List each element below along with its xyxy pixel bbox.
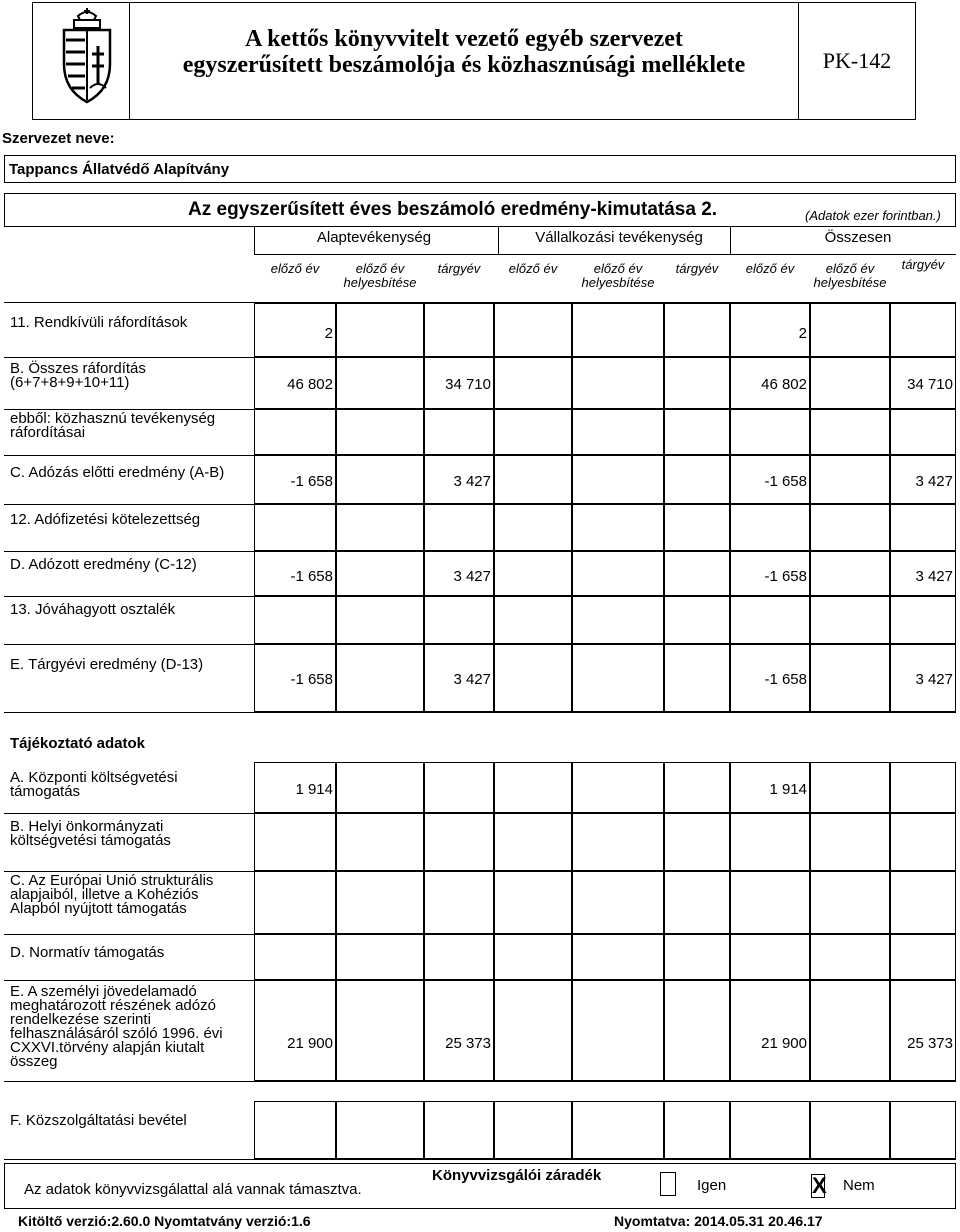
- result-value-cell[interactable]: [572, 357, 664, 409]
- result-row-label: [10, 466, 250, 480]
- info-value: 21 900: [287, 1035, 333, 1052]
- result-value-cell[interactable]: [424, 504, 494, 551]
- form-title: [130, 26, 798, 78]
- result-row-label-line: ebből: közhasznú tevékenység: [10, 410, 216, 427]
- audit-yes-label: Igen: [697, 1177, 727, 1194]
- column-header: [572, 262, 664, 290]
- result-row-label-line: 13. Jóváhagyott osztalék: [10, 601, 176, 618]
- info-row-rule: [4, 1159, 956, 1160]
- info-row-rule: [4, 1081, 956, 1082]
- info-value-cell[interactable]: [336, 762, 424, 813]
- info-value-cell[interactable]: [254, 934, 336, 980]
- result-value: -1 658: [764, 568, 807, 585]
- info-row-label-line: E. A személyi jövedelamadó: [10, 983, 197, 1000]
- group-divider-2: [498, 227, 499, 255]
- info-value-cell[interactable]: [572, 980, 664, 1081]
- info-value-cell[interactable]: [572, 762, 664, 813]
- result-value: -1 658: [764, 671, 807, 688]
- footer-version: Kitöltő verzió:2.60.0 Nyomtatvány verzió:1.6: [18, 1213, 311, 1229]
- info-value-cell[interactable]: [730, 871, 810, 934]
- info-value-cell[interactable]: [336, 871, 424, 934]
- info-value-cell[interactable]: [890, 813, 956, 871]
- result-value-cell[interactable]: [664, 303, 730, 357]
- result-value-cell[interactable]: [494, 409, 572, 455]
- info-value-cell[interactable]: [254, 1101, 336, 1159]
- result-value-cell[interactable]: [664, 644, 730, 712]
- column-header-line: előző év: [593, 261, 643, 276]
- column-header-line: előző év: [355, 261, 405, 276]
- result-value-cell[interactable]: [336, 644, 424, 712]
- result-value-cell[interactable]: [336, 409, 424, 455]
- result-row-label: [10, 658, 250, 672]
- result-value-cell[interactable]: [254, 596, 336, 644]
- info-row-label-line: támogatás: [10, 783, 81, 800]
- form-title-line1: A kettős könyvvitelt vezető egyéb szervezet: [245, 26, 683, 52]
- org-label: Szervezet neve:: [2, 130, 115, 147]
- result-value: -1 658: [290, 671, 333, 688]
- result-row-label: [10, 362, 250, 390]
- result-value: 46 802: [287, 376, 333, 393]
- info-row-label-line: költségvetési támogatás: [10, 832, 171, 849]
- result-value: -1 658: [764, 473, 807, 490]
- info-value-cell[interactable]: [424, 980, 494, 1081]
- result-row-label-line: B. Összes ráfordítás: [10, 360, 146, 377]
- result-value-cell[interactable]: [810, 644, 890, 712]
- result-value: 3 427: [915, 473, 953, 490]
- result-value-cell[interactable]: [494, 644, 572, 712]
- result-value: 3 427: [453, 568, 491, 585]
- info-value-cell[interactable]: [494, 1101, 572, 1159]
- info-value-cell[interactable]: [494, 934, 572, 980]
- result-value-cell[interactable]: [572, 409, 664, 455]
- result-value: 3 427: [915, 568, 953, 585]
- column-header: előző év: [745, 261, 795, 276]
- result-value-cell[interactable]: [810, 409, 890, 455]
- column-header-line: helyesbítése: [813, 275, 887, 290]
- audit-no-label: Nem: [843, 1177, 875, 1194]
- info-value-cell[interactable]: [664, 871, 730, 934]
- info-value-cell[interactable]: [254, 813, 336, 871]
- info-value-cell[interactable]: [810, 934, 890, 980]
- info-row-label: [10, 946, 250, 960]
- info-row-label: [10, 985, 250, 1069]
- info-value-cell[interactable]: [730, 980, 810, 1081]
- result-value-cell[interactable]: [664, 596, 730, 644]
- result-row-label-line: 11. Rendkívüli ráfordítások: [10, 314, 188, 331]
- info-row-label-line: B. Helyi önkormányzati: [10, 818, 164, 835]
- result-value-cell[interactable]: [336, 596, 424, 644]
- info-row-label-line: F. Közszolgáltatási bevétel: [10, 1112, 187, 1129]
- column-header: előző év: [508, 261, 558, 276]
- result-value-cell[interactable]: [494, 303, 572, 357]
- info-value-cell[interactable]: [424, 813, 494, 871]
- column-header: tárgyév: [437, 261, 481, 276]
- result-value: 34 710: [445, 376, 491, 393]
- result-value-cell[interactable]: [494, 455, 572, 504]
- result-value-cell[interactable]: [890, 504, 956, 551]
- info-title: Tájékoztató adatok: [10, 735, 146, 752]
- section-title: Az egyszerűsített éves beszámoló eredmény-kimutatása 2.: [188, 199, 718, 220]
- info-value-cell[interactable]: [494, 980, 572, 1081]
- result-value-cell[interactable]: [810, 357, 890, 409]
- info-row-label: [10, 1114, 250, 1128]
- result-row-label-line: E. Tárgyévi eredmény (D-13): [10, 656, 204, 673]
- form-title-line2: egyszerűsített beszámolója és közhasznúsági melléklete: [182, 52, 746, 78]
- info-row-label-line: CXXVI.törvény alapján kiutalt: [10, 1039, 205, 1056]
- result-value: -1 658: [290, 473, 333, 490]
- group-divider-3: [730, 227, 731, 255]
- result-value-cell[interactable]: [664, 455, 730, 504]
- result-value-cell[interactable]: [810, 596, 890, 644]
- result-value-cell[interactable]: [810, 303, 890, 357]
- info-row-label: [10, 771, 250, 799]
- info-value-cell[interactable]: [890, 762, 956, 813]
- result-value-cell[interactable]: [494, 551, 572, 596]
- result-row-label: [10, 513, 250, 527]
- info-value-cell[interactable]: [730, 813, 810, 871]
- result-value-cell[interactable]: [572, 644, 664, 712]
- result-value-cell[interactable]: [730, 409, 810, 455]
- info-value-cell[interactable]: [890, 980, 956, 1081]
- info-value-cell[interactable]: [730, 934, 810, 980]
- result-value-cell[interactable]: [254, 409, 336, 455]
- audit-yes-checkbox[interactable]: [660, 1172, 676, 1196]
- info-value-cell[interactable]: [336, 813, 424, 871]
- info-value: 1 914: [769, 781, 807, 798]
- info-value-cell[interactable]: [572, 934, 664, 980]
- info-row-label: [10, 820, 250, 848]
- result-value: 2: [798, 325, 807, 342]
- org-name: Tappancs Állatvédő Alapítvány: [9, 161, 230, 178]
- info-value: 25 373: [445, 1035, 491, 1052]
- column-header: tárgyév: [675, 261, 719, 276]
- info-value-cell[interactable]: [572, 871, 664, 934]
- info-value-cell[interactable]: [664, 1101, 730, 1159]
- result-value-cell[interactable]: [890, 303, 956, 357]
- info-row-label-line: meghatározott részének adózó: [10, 997, 216, 1014]
- result-value: 3 427: [453, 671, 491, 688]
- result-value-cell[interactable]: [664, 504, 730, 551]
- result-value-cell[interactable]: [810, 551, 890, 596]
- info-value-cell[interactable]: [494, 762, 572, 813]
- info-value: 21 900: [761, 1035, 807, 1052]
- info-value-cell[interactable]: [810, 762, 890, 813]
- result-value-cell[interactable]: [890, 409, 956, 455]
- result-value-cell[interactable]: [572, 504, 664, 551]
- info-value-cell[interactable]: [424, 934, 494, 980]
- column-header: [810, 262, 890, 290]
- info-row-label-line: összeg: [10, 1053, 58, 1070]
- result-value-cell[interactable]: [890, 596, 956, 644]
- column-header: [336, 262, 424, 290]
- info-row-label-line: alapjaiból, illetve a Kohéziós: [10, 886, 199, 903]
- result-value-cell[interactable]: [810, 455, 890, 504]
- info-value-cell[interactable]: [254, 871, 336, 934]
- group-header-business: Vállalkozási tevékenység: [535, 229, 703, 246]
- audit-no-mark: X: [812, 1173, 827, 1198]
- info-value-cell[interactable]: [730, 1101, 810, 1159]
- audit-title: Könyvvizsgálói záradék: [432, 1167, 602, 1184]
- form-code: PK-142: [822, 48, 892, 73]
- result-value: 3 427: [453, 473, 491, 490]
- result-row-label: [10, 412, 250, 440]
- result-row-label-line: (6+7+8+9+10+11): [10, 374, 130, 391]
- result-value-cell[interactable]: [336, 357, 424, 409]
- info-value-cell[interactable]: [424, 1101, 494, 1159]
- coat-of-arms-icon: [56, 6, 118, 106]
- info-row-label-line: A. Központi költségvetési: [10, 769, 178, 786]
- info-row-label: [10, 874, 250, 916]
- result-value-cell[interactable]: [664, 409, 730, 455]
- info-value-cell[interactable]: [664, 934, 730, 980]
- info-value-cell[interactable]: [810, 1101, 890, 1159]
- result-value-cell[interactable]: [254, 504, 336, 551]
- info-value-cell[interactable]: [810, 813, 890, 871]
- footer-printed: Nyomtatva: 2014.05.31 20.46.17: [614, 1213, 823, 1229]
- info-value-cell[interactable]: [890, 871, 956, 934]
- column-header: előző év: [270, 261, 320, 276]
- info-value-cell[interactable]: [424, 871, 494, 934]
- column-header: tárgyév: [901, 257, 945, 272]
- info-value-cell[interactable]: [890, 1101, 956, 1159]
- info-value-cell[interactable]: [664, 980, 730, 1081]
- result-row-label-line: D. Adózott eredmény (C-12): [10, 556, 197, 573]
- info-value-cell[interactable]: [810, 871, 890, 934]
- result-row-label: [10, 603, 250, 617]
- info-row-label-line: C. Az Európai Unió strukturális: [10, 872, 214, 889]
- info-value-cell[interactable]: [572, 813, 664, 871]
- result-row-label: [10, 316, 250, 330]
- result-value: 2: [324, 325, 333, 342]
- info-value-cell[interactable]: [664, 813, 730, 871]
- result-value-cell[interactable]: [336, 551, 424, 596]
- result-value-cell[interactable]: [336, 303, 424, 357]
- result-value-cell[interactable]: [336, 455, 424, 504]
- result-value: 34 710: [907, 376, 953, 393]
- info-value-cell[interactable]: [336, 934, 424, 980]
- result-row-label: [10, 558, 250, 572]
- result-value-cell[interactable]: [572, 455, 664, 504]
- result-value-cell[interactable]: [572, 596, 664, 644]
- info-value-cell[interactable]: [494, 871, 572, 934]
- result-value-cell[interactable]: [572, 551, 664, 596]
- result-value-cell[interactable]: [572, 303, 664, 357]
- result-value-cell[interactable]: [424, 303, 494, 357]
- result-value-cell[interactable]: [664, 551, 730, 596]
- info-row-label-line: D. Normatív támogatás: [10, 944, 165, 961]
- group-header-rule: [254, 254, 956, 255]
- info-top-rule: [4, 712, 956, 713]
- result-row-label-line: ráfordításai: [10, 424, 86, 441]
- column-header-line: előző év: [825, 261, 875, 276]
- info-value-cell[interactable]: [890, 934, 956, 980]
- audit-text: Az adatok könyvvizsgálattal alá vannak támasztva.: [24, 1181, 362, 1198]
- info-value: 25 373: [907, 1035, 953, 1052]
- info-value-cell[interactable]: [424, 762, 494, 813]
- group-divider-1: [254, 227, 255, 255]
- info-value-cell[interactable]: [664, 762, 730, 813]
- result-value-cell[interactable]: [494, 357, 572, 409]
- result-value: 46 802: [761, 376, 807, 393]
- info-row-label-line: rendelkezése szerinti: [10, 1011, 151, 1028]
- column-header-line: helyesbítése: [343, 275, 417, 290]
- info-row-label-line: Alapból nyújtott támogatás: [10, 900, 187, 917]
- result-value-cell[interactable]: [730, 504, 810, 551]
- unit-note: (Adatok ezer forintban.): [805, 208, 941, 223]
- result-value-cell[interactable]: [424, 596, 494, 644]
- info-value-cell[interactable]: [494, 813, 572, 871]
- info-value-cell[interactable]: [810, 980, 890, 1081]
- result-value-cell[interactable]: [494, 504, 572, 551]
- column-header-line: helyesbítése: [581, 275, 655, 290]
- result-value: 3 427: [915, 671, 953, 688]
- info-row-label-line: felhasználásáról szóló 1996. évi: [10, 1025, 223, 1042]
- result-value-cell[interactable]: [494, 596, 572, 644]
- info-value-cell[interactable]: [254, 980, 336, 1081]
- info-value-cell[interactable]: [572, 1101, 664, 1159]
- group-header-total: Összesen: [824, 229, 892, 246]
- result-row-label-line: 12. Adófizetési kötelezettség: [10, 511, 201, 528]
- info-value-cell[interactable]: [336, 1101, 424, 1159]
- result-value-cell[interactable]: [730, 596, 810, 644]
- result-value-cell[interactable]: [336, 504, 424, 551]
- info-value: 1 914: [295, 781, 333, 798]
- result-row-label-line: C. Adózás előtti eredmény (A-B): [10, 464, 225, 481]
- info-value-cell[interactable]: [336, 980, 424, 1081]
- result-value-cell[interactable]: [810, 504, 890, 551]
- group-header-base: Alaptevékenység: [316, 229, 432, 246]
- result-value-cell[interactable]: [424, 409, 494, 455]
- result-value: -1 658: [290, 568, 333, 585]
- result-value-cell[interactable]: [664, 357, 730, 409]
